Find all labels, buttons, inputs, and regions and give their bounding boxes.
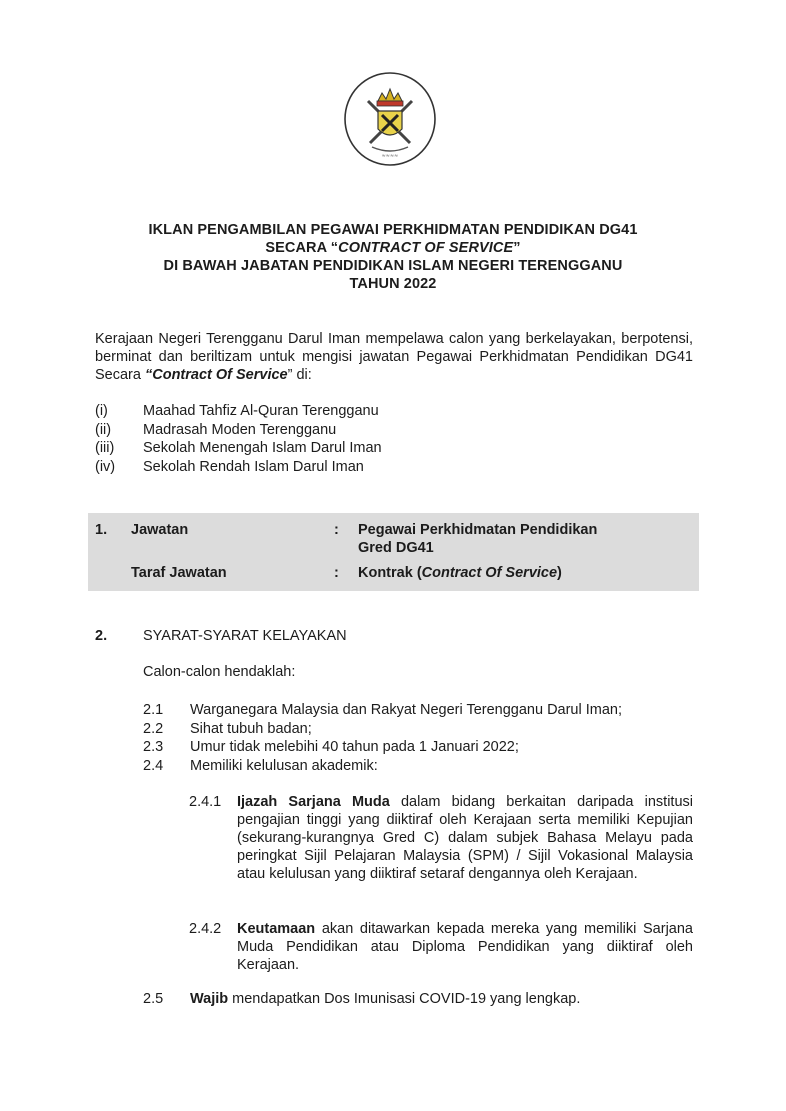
list-item: (iv) Sekolah Rendah Islam Darul Iman [95,458,364,475]
terengganu-crest-icon [342,71,438,167]
position-status-label: Taraf Jawatan [131,565,227,581]
sub-requirement-2-4-1: 2.4.1 Ijazah Sarjana Muda dalam bidang berkaitan daripada institusi pengajian tinggi yang diiktiraf oleh Kerajaan serta memiliki Kepujian (sekurang-kurangnya Gred C) dalam subjek Bahasa Melayu pada peringkat Sijil Pelajaran Malaysia (SPM) / Sijil Vokasional Malaysia atau kelulusan yang diiktiraf setaraf dengannya oleh Kerajaan. [189,794,693,882]
job-info-box [88,513,699,591]
position-label: Jawatan [131,522,189,538]
list-item: 2.4 Memiliki kelulusan akademik: [143,757,378,774]
position-status-value: Kontrak (Contract Of Service) [358,565,562,581]
section-lead: Calon-calon hendaklah: [143,664,296,680]
title-line-2: SECARA “CONTRACT OF SERVICE” [265,240,521,256]
colon: : [334,565,339,581]
section-number: 1. [95,522,108,538]
list-item: (ii) Madrasah Moden Terengganu [95,421,337,438]
document-title [60,221,726,293]
list-item: 2.1 Warganegara Malaysia dan Rakyat Negeri Terengganu Darul Iman; [143,702,623,718]
list-item: (iii) Sekolah Menengah Islam Darul Iman [95,440,382,456]
list-item: 2.2 Sihat tubuh badan; [143,720,312,737]
institution-list [95,402,595,476]
colon: : [334,522,339,538]
list-item: (i) Maahad Tahfiz Al-Quran Terengganu [95,403,379,419]
title-line-1: IKLAN PENGAMBILAN PEGAWAI PERKHIDMATAN PENDIDIKAN DG41 [148,222,638,238]
list-item: 2.3 Umur tidak melebihi 40 tahun pada 1 Januari 2022; [143,739,519,755]
title-line-3: DI BAWAH JABATAN PENDIDIKAN ISLAM NEGERI TERENGGANU [163,258,623,274]
requirement-2-5: 2.5 Wajib mendapatkan Dos Imunisasi COVID-19 yang lengkap. [143,991,581,1007]
title-line-4: TAHUN 2022 [349,276,437,292]
section-title: SYARAT-SYARAT KELAYAKAN [143,628,347,644]
svg-text:≈≈≈≈: ≈≈≈≈ [381,153,399,159]
document-page: ≈≈≈≈ IKLAN PENGAMBILAN PEGAWAI PERKHIDMATAN PENDIDIKAN DG41 SECARA “CONTRACT OF SERVICE” DI BAWAH JABATAN PENDIDIKAN ISLAM NEGERI TERENGGANU TAHUN 2022 Kerajaan Negeri Terengganu Darul Iman mempelawa calon yang berkelayakan, berpotensi, berminat dan beriltizam untuk mengisi jawatan Pegawai Perkhidmatan Pendidikan DG41 Secara “Contract Of Service” di: (i) Maahad Tahfiz Al-Quran Terengganu (ii) Madrasah Moden Terengganu (iii) Sekolah Menengah Islam Darul Iman (iv) Sekolah Rendah Islam Darul Iman 1. Jawatan : Pegawai Perkhidmatan Pendidikan Gred DG41 Taraf Jawatan : Kontrak (Contract Of Service) 2. SYARAT-SYARAT KELAYAKAN Calon-calon hendaklah: 2.1 Warganegara Malaysia dan Rakyat Negeri Terengganu Darul Iman; 2.2 Sihat tubuh badan; 2.3 Umur tidak melebihi 40 tahun pada 1 Januari 2022; 2.4 Memiliki kelulusan akademik: 2.4.1 Ijazah Sarjana Muda dalam bidang berkaitan daripada institusi pengajian tinggi yang diiktiraf oleh Kerajaan serta memiliki Kepujian (sekurang-kurangnya Gred C) dalam subjek Bahasa Melayu pada peringkat Sijil Pelajaran Malaysia (SPM) / Sijil Vokasional Malaysia atau kelulusan yang diiktiraf setaraf dengannya oleh Kerajaan. 2.4.2 Keutamaan akan ditawarkan kepada mereka yang memiliki Sarjana Muda Pendidikan atau Diploma Pendidikan yang diiktiraf oleh Kerajaan. 2.5 Wajib mendapatkan Dos Imunisasi COVID-19 yang lengkap. [0,0,786,1111]
intro-paragraph: Kerajaan Negeri Terengganu Darul Iman mempelawa calon yang berkelayakan, berpotensi, berminat dan beriltizam untuk mengisi jawatan Pegawai Perkhidmatan Pendidikan DG41 Secara “Contract Of Service” di: [95,331,693,383]
position-value: Pegawai Perkhidmatan Pendidikan Gred DG41 [358,522,598,556]
sub-requirement-2-4-2: 2.4.2 Keutamaan akan ditawarkan kepada mereka yang memiliki Sarjana Muda Pendidikan atau Diploma Pendidikan yang diiktiraf oleh Kerajaan. [189,921,693,973]
requirements-list [143,701,622,775]
